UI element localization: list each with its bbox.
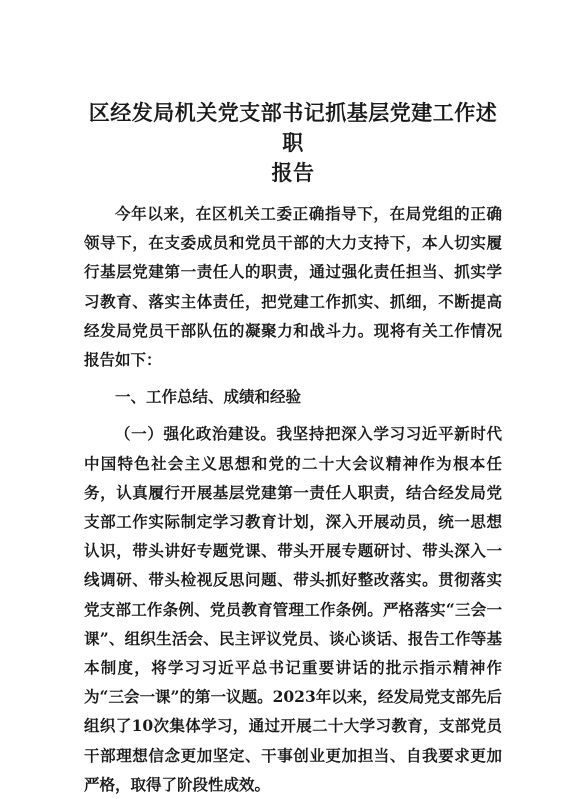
document-title <box>84 98 502 188</box>
document-body <box>84 199 502 799</box>
title-line-1: 区经发局机关党支部书记抓基层党建工作述职 <box>88 100 498 155</box>
title-line-2: 报告 <box>271 160 315 185</box>
section-1-paragraph-1: （一）强化政治建设。我坚持把深入学习习近平新时代中国特色社会主义思想和党的二十大会议精神作为根本任务，认真履行开展基层党建第一责任人职责，结合经发局党支部工作实际制定学习教育计划，深入开展动员，统一思想认识，带头讲好专题党课、带头开展专题研讨、带头深入一线调研、带头检视反思问题、带头抓好整改落实。贯彻落实党支部工作条例、党员教育管理工作条例。严格落实“三会一课”、组织生活会、民主评议党员、谈心谈话、报告工作等基本制度，将学习习近平总书记重要讲话的批示指示精神作为“三会一课”的第一议题。2023年以来，经发局党支部先后组织了10次集体学习，通过开展二十大学习教育，支部党员干部理想信念更加坚定、干事创业更加担当、自我要求更加严格，取得了阶段性成效。 <box>84 424 502 794</box>
section-1-heading: 一、工作总结、成绩和经验 <box>115 387 302 407</box>
intro-paragraph: 今年以来，在区机关工委正确指导下，在局党组的正确领导下，在支委成员和党员干部的大力支持下，本人切实履行基层党建第一责任人的职责，通过强化责任担当、抓实学习教育、落实主体责任，把党建工作抓实、抓细，不断提高经发局党员干部队伍的凝聚力和战斗力。现将有关工作情况报告如下： <box>84 204 502 370</box>
